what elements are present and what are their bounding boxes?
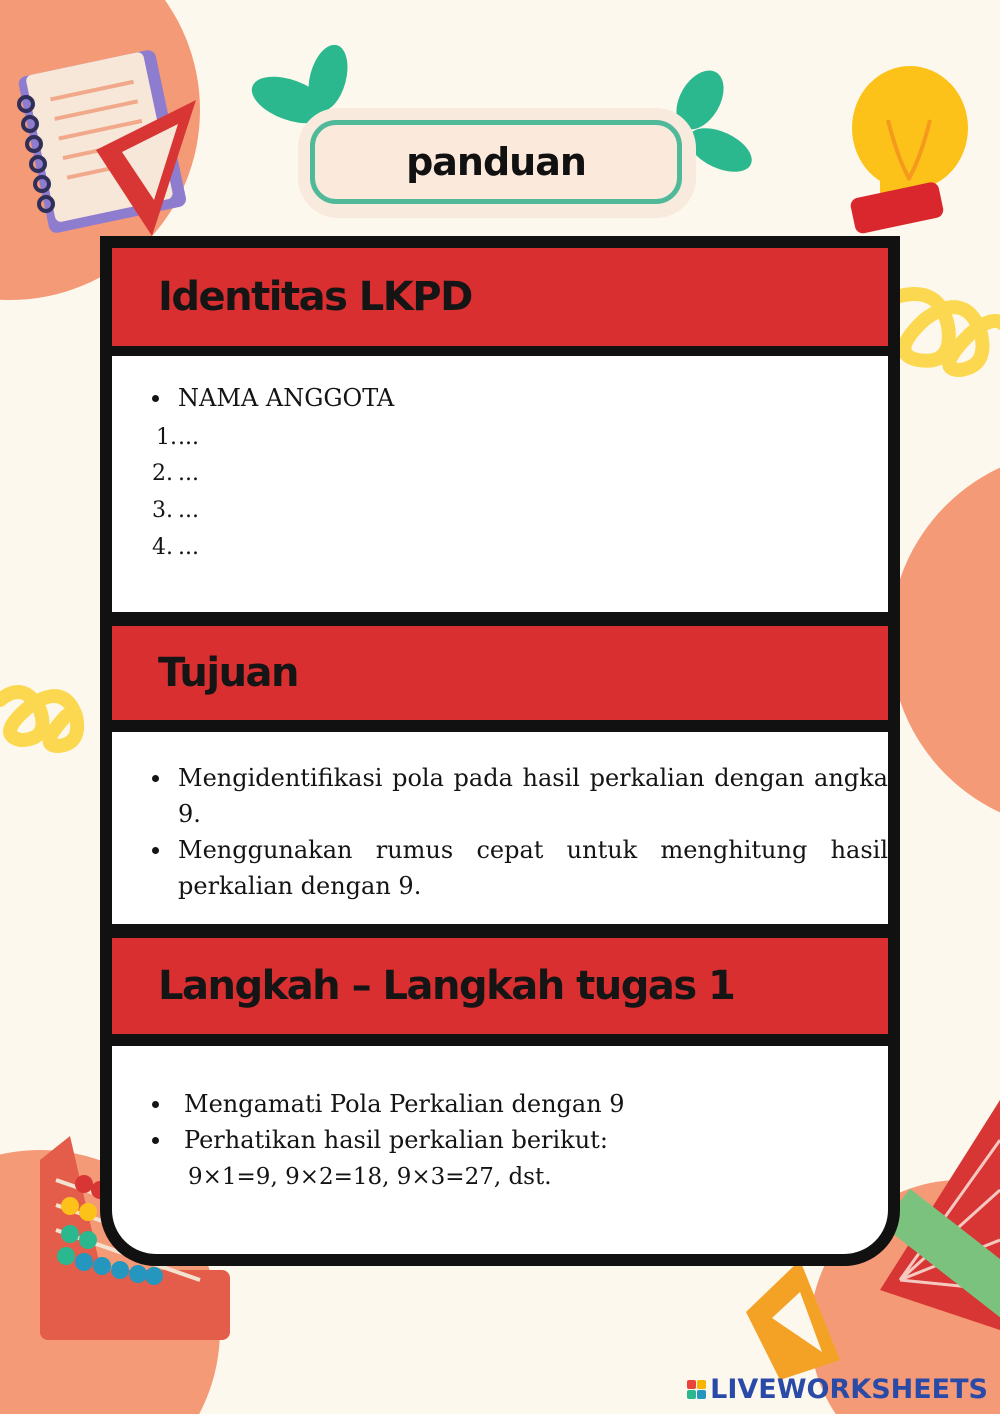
tujuan-item: Mengidentifikasi pola pada hasil perkalian dengan angka 9.: [112, 760, 888, 832]
liveworksheets-logo-icon: [687, 1380, 706, 1399]
member-number: 3.: [152, 498, 173, 523]
member-list: [112, 416, 888, 564]
section-heading-langkah: Langkah – Langkah tugas 1: [112, 938, 888, 1034]
divider: [112, 720, 888, 732]
tujuan-item: Menggunakan rumus cepat untuk menghitung hasil perkalian dengan 9.: [112, 832, 888, 904]
member-number: 2.: [152, 461, 173, 486]
member-blank-4[interactable]: ...: [178, 535, 199, 560]
member-blank-2[interactable]: ...: [178, 461, 199, 486]
section-heading-identitas: Identitas LKPD: [112, 248, 888, 346]
page-title: panduan: [310, 120, 682, 204]
langkah-item: Mengamati Pola Perkalian dengan 9: [112, 1086, 888, 1122]
right-blob: [890, 450, 1000, 830]
squiggle-left: [0, 692, 77, 746]
brand-name: LIVEWORKSHEETS: [710, 1373, 988, 1405]
member-number: 4.: [152, 535, 173, 560]
member-blank-3[interactable]: ...: [178, 498, 199, 523]
member-number: 1.: [156, 425, 177, 450]
section-heading-tujuan: Tujuan: [112, 626, 888, 720]
lightbulb-icon: [849, 66, 968, 235]
divider: [112, 612, 888, 626]
divider: [112, 1034, 888, 1046]
section-tujuan-body: [112, 760, 900, 904]
divider: [112, 924, 888, 938]
member-blank-1[interactable]: ...: [178, 425, 199, 450]
divider: [112, 346, 888, 356]
liveworksheets-logo: [687, 1372, 988, 1406]
langkah-item: Perhatikan hasil perkalian berikut:: [112, 1122, 888, 1158]
squiggle-right: [900, 294, 1000, 370]
section-langkah-body: [112, 1086, 888, 1196]
multiplication-example: 9×1=9, 9×2=18, 9×3=27, dst.: [188, 1164, 552, 1190]
bullet-nama-anggota: NAMA ANGGOTA: [112, 380, 888, 416]
worksheet-card: [100, 236, 900, 1266]
section-identitas-body: [112, 380, 888, 564]
